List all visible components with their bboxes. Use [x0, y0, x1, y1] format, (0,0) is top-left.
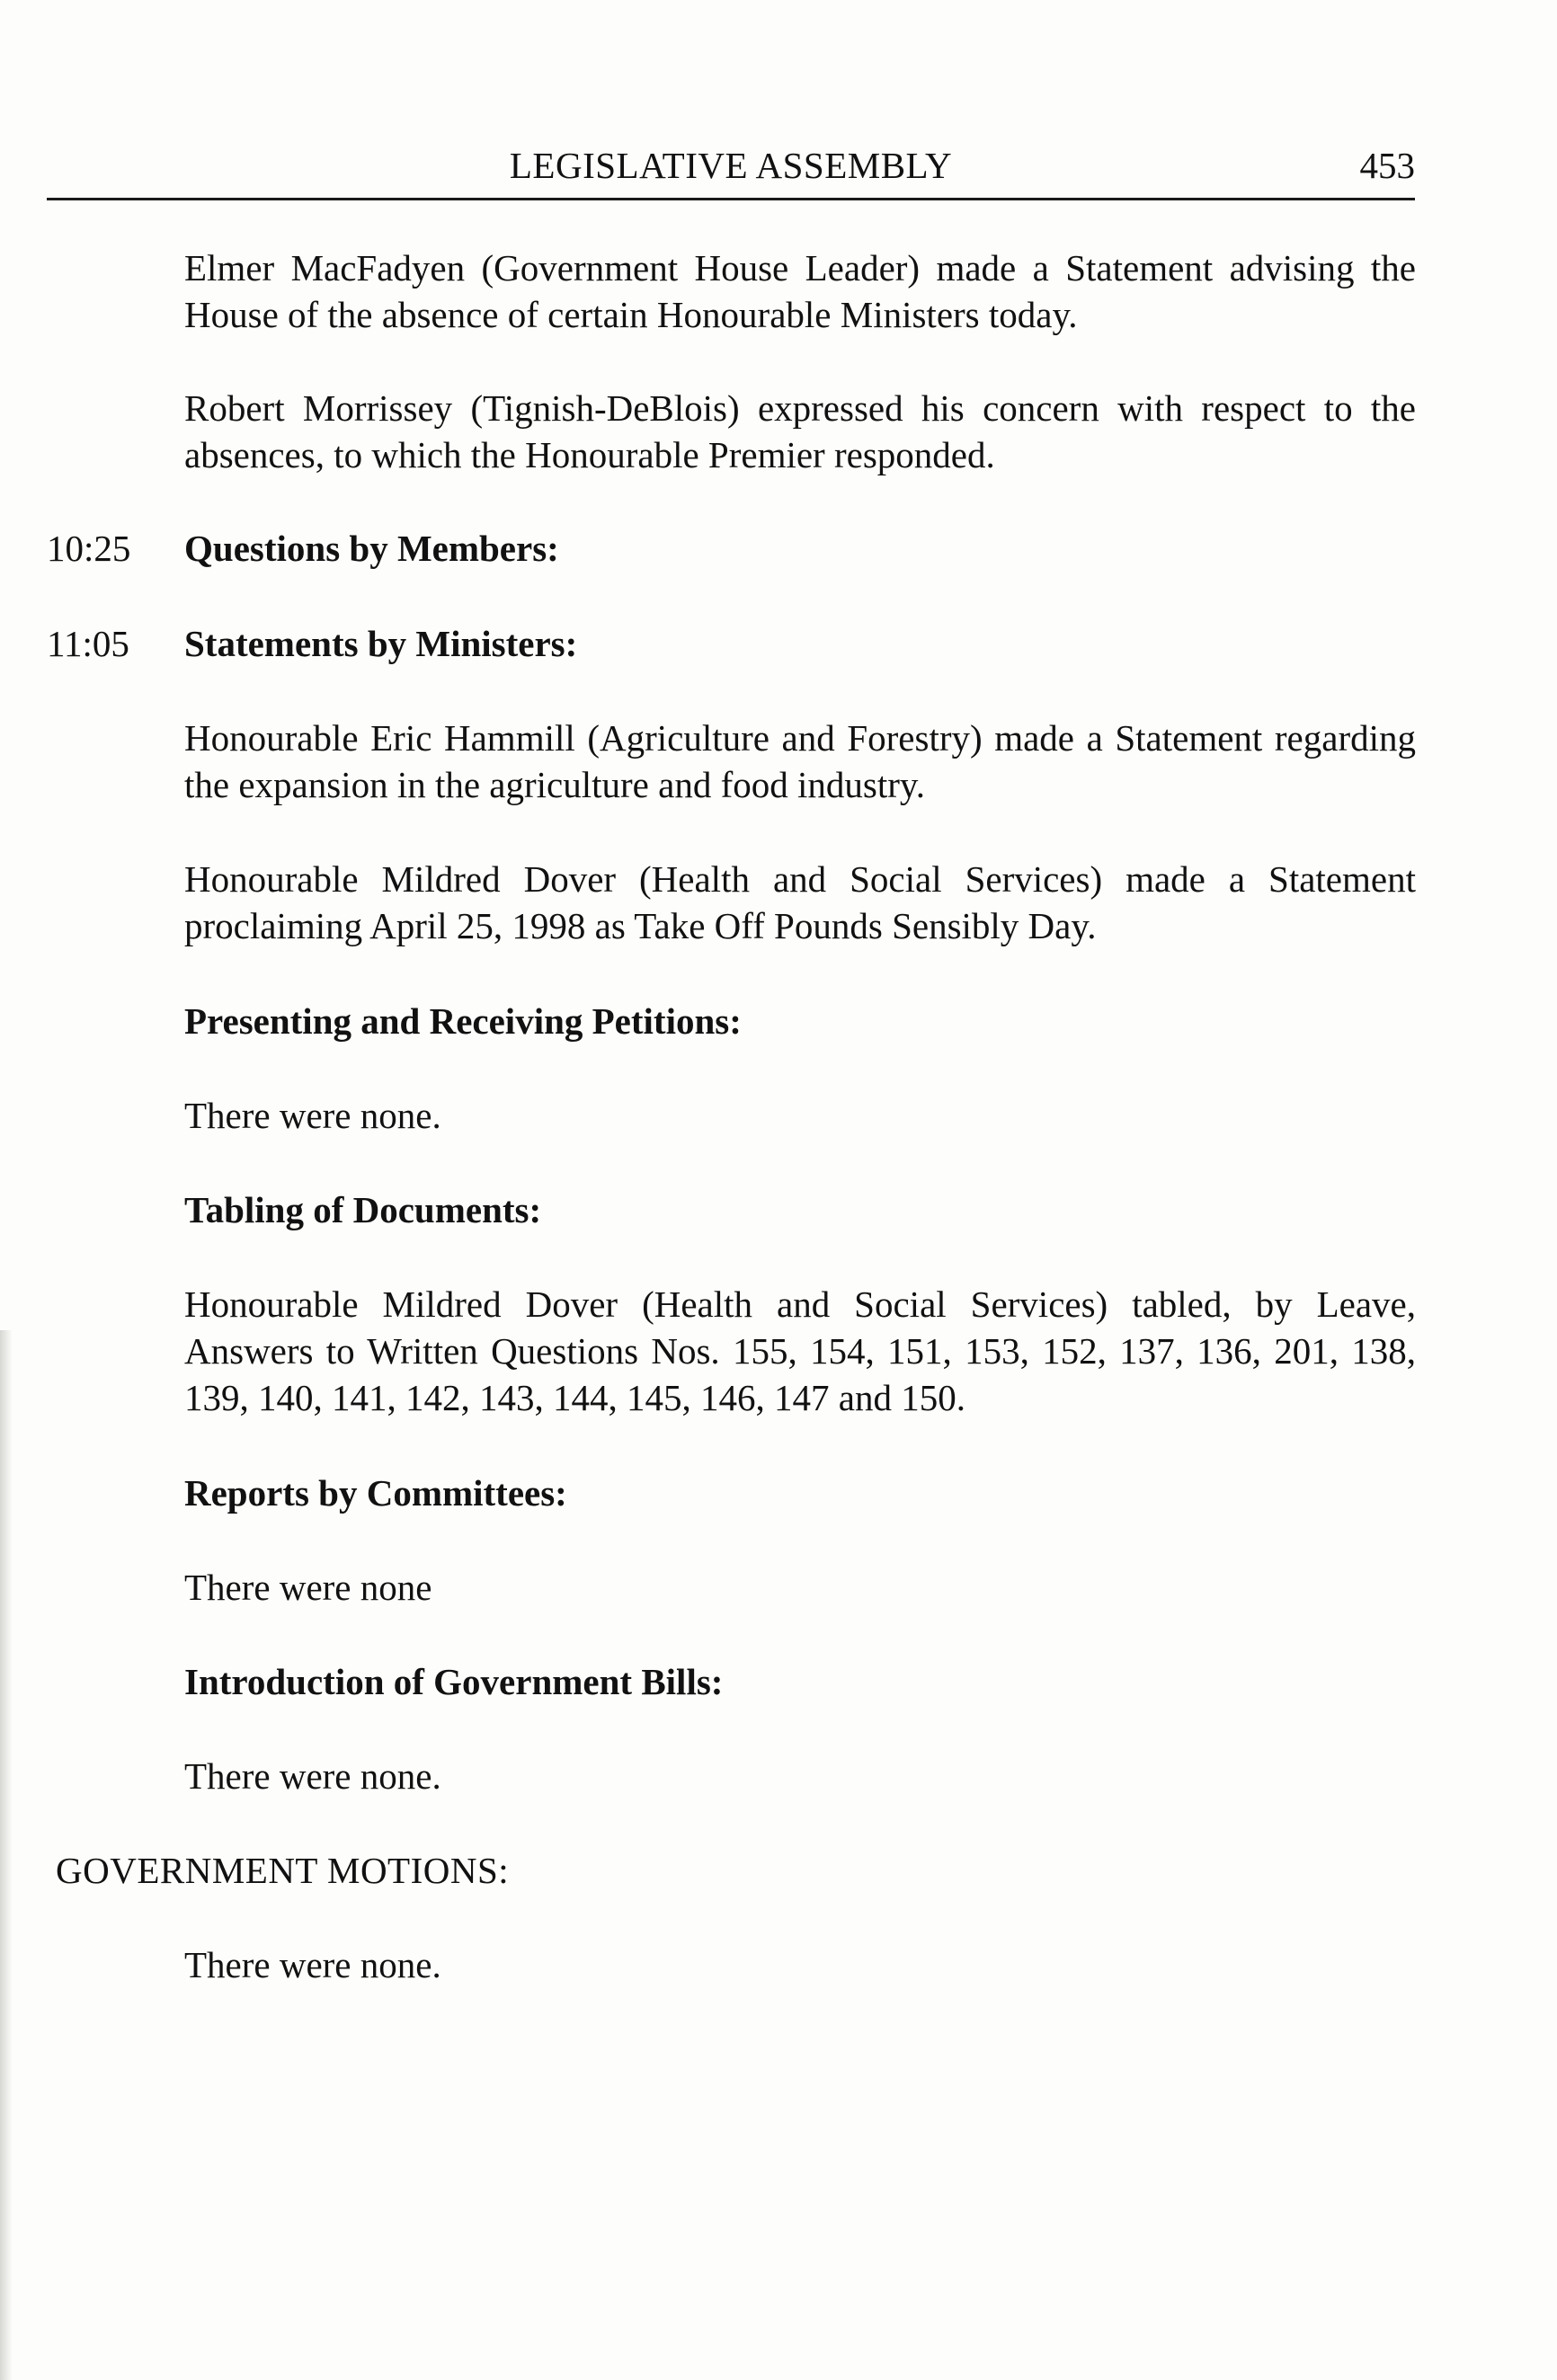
header-rule	[47, 198, 1415, 200]
page-header	[47, 144, 1415, 201]
time-stamp-questions: 10:25	[47, 528, 131, 569]
paragraph-hammill: Honourable Eric Hammill (Agriculture and Forestry) made a Statement regarding the expansion in the agriculture and food industry.	[184, 717, 1416, 805]
header-title: LEGISLATIVE ASSEMBLY	[509, 145, 953, 186]
committees-body: There were none	[184, 1567, 432, 1608]
heading-government-bills: Introduction of Government Bills:	[184, 1661, 724, 1702]
heading-government-motions: GOVERNMENT MOTIONS:	[56, 1850, 510, 1891]
paragraph-dover-statement: Honourable Mildred Dover (Health and Social Services) made a Statement proclaiming April 25, 1998 as Take Off Pounds Sensibly Day.	[184, 858, 1416, 946]
page-number: 453	[1359, 145, 1415, 186]
time-stamp-statements: 11:05	[47, 623, 129, 664]
heading-reports-by-committees: Reports by Committees:	[184, 1472, 567, 1514]
heading-petitions: Presenting and Receiving Petitions:	[184, 1000, 742, 1042]
paragraph-macfadyen: Elmer MacFadyen (Government House Leader) made a Statement advising the House of the absence of certain Honourable Ministers today.	[184, 247, 1416, 335]
heading-statements-by-ministers: Statements by Ministers:	[184, 623, 578, 664]
heading-tabling-of-documents: Tabling of Documents:	[184, 1189, 542, 1230]
heading-questions-by-members: Questions by Members:	[184, 528, 559, 569]
paragraph-morrissey: Robert Morrissey (Tignish-DeBlois) expressed his concern with respect to the absences, to which the Honourable Premier responded.	[184, 387, 1416, 475]
bills-body: There were none.	[184, 1755, 441, 1797]
government-motions-body: There were none.	[184, 1944, 441, 1985]
page-edge-shadow	[0, 1330, 13, 2380]
petitions-body: There were none.	[184, 1095, 441, 1136]
tabling-body: Honourable Mildred Dover (Health and Social Services) tabled, by Leave, Answers to Written Questions Nos. 155, 154, 151, 153, 152, 137, 136, 201, 138, 139, 140, 141, 142, 143, 144, 145, 146, 147 and 150.	[184, 1283, 1416, 1418]
